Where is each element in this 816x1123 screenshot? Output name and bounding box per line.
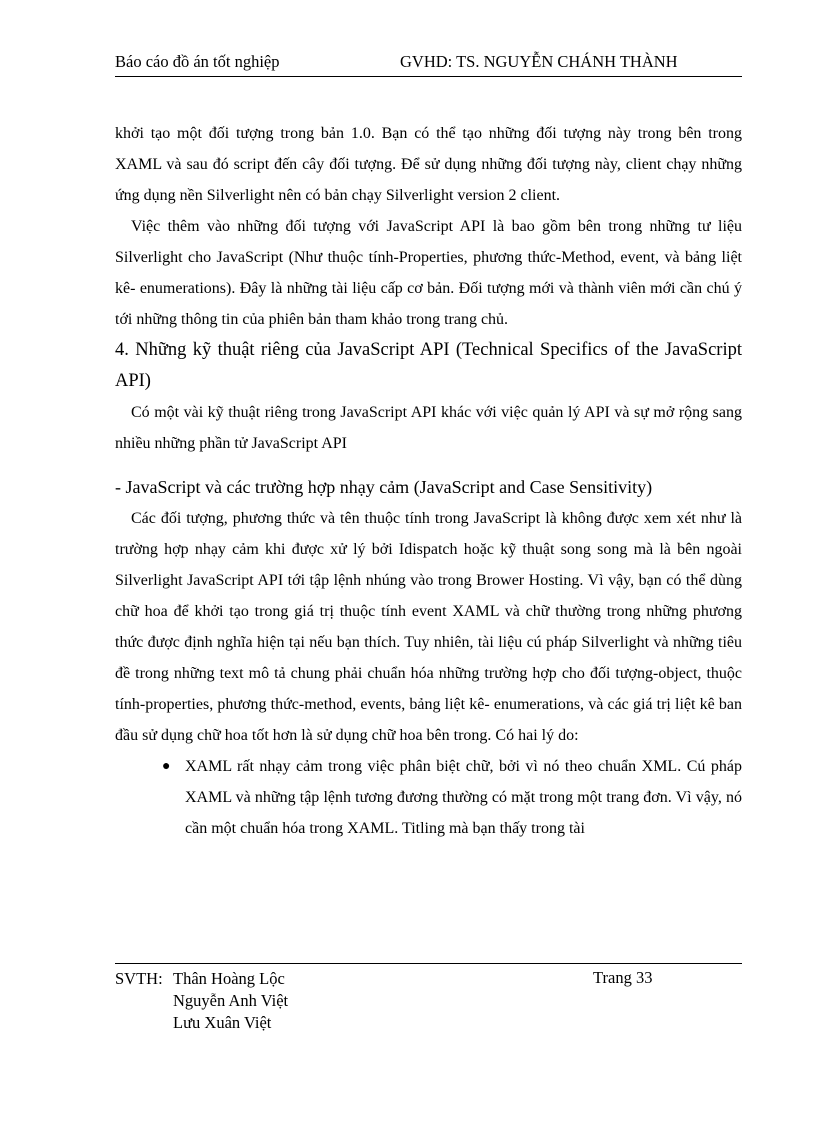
author-name: Lưu Xuân Việt (173, 1013, 272, 1032)
bullet-icon: ● (162, 759, 171, 774)
advisor-name: GVHD: TS. NGUYỄN CHÁNH THÀNH (400, 52, 678, 71)
subsection-heading: - JavaScript và các trường hợp nhạy cảm (JavaScript and Case Sensitivity) (115, 477, 653, 497)
page-content (115, 118, 742, 844)
paragraph: Có một vài kỹ thuật riêng trong JavaScript API khác với việc quản lý API và sự mở rộng sang nhiều những phần tử JavaScript API (115, 404, 742, 452)
page-header (115, 52, 742, 77)
bullet-list (115, 751, 742, 844)
list-item (115, 751, 742, 844)
author-name: Thân Hoàng Lộc (173, 969, 285, 988)
paragraph: Các đối tượng, phương thức và tên thuộc tính trong JavaScript là không được xem xét như là trường hợp nhạy cảm khi được xử lý bởi Idispatch hoặc kỹ thuật song song mà là bên ngoài Silverlight JavaScript API tới tập lệnh nhúng vào trong Brower Hosting. Vì vậy, bạn có thể dùng chữ hoa để khởi tạo trong giá trị thuộc tính event XAML và chữ thường trong những phương thức được định nghĩa hiện tại nếu bạn thích. Tuy nhiên, tài liệu cú pháp Silverlight và những tiêu đề trong những text mô tả chung phải chuẩn hóa những trường hợp cho đối tượng-object, thuộc tính-properties, phương thức-method, events, bảng liệt kê- enumerations, và các giá trị liệt kê ban đầu sử dụng chữ hoa tốt hơn là sử dụng chữ hoa bên trong. Có hai lý do: (115, 510, 742, 744)
report-title: Báo cáo đồ án tốt nghiệp (115, 52, 280, 71)
page-number: Trang 33 (593, 968, 653, 987)
list-item-text: XAML rất nhạy cảm trong việc phân biệt chữ, bởi vì nó theo chuẩn XML. Cú pháp XAML và những tập lệnh tương đương thường có mặt trong một trang đơn. Vì vậy, nó cần một chuẩn hóa trong XAML. Titling mà bạn thấy trong tài (185, 758, 742, 837)
author-list (115, 968, 288, 1034)
svth-label: SVTH: (115, 969, 163, 988)
author-name: Nguyễn Anh Việt (173, 991, 289, 1010)
paragraph: khởi tạo một đối tượng trong bản 1.0. Bạn có thể tạo những đối tượng này trong bên trong XAML và sau đó script đến cây đối tượng. Để sử dụng những đối tượng này, client chạy những ứng dụng nền Silverlight nên có bản chạy Silverlight version 2 client. (115, 125, 742, 204)
section-heading: 4. Những kỹ thuật riêng của JavaScript API (Technical Specifics of the JavaScript API) (115, 340, 742, 391)
page-footer (115, 963, 742, 1032)
paragraph: Việc thêm vào những đối tượng với JavaScript API là bao gồm bên trong những tư liệu Silverlight cho JavaScript (Như thuộc tính-Properties, phương thức-Method, event, và bảng liệt kê- enumerations). Đây là những tài liệu cấp cơ bản. Đối tượng mới và thành viên mới cần chú ý tới những thông tin của phiên bản tham khảo trong trang chủ. (115, 218, 742, 328)
